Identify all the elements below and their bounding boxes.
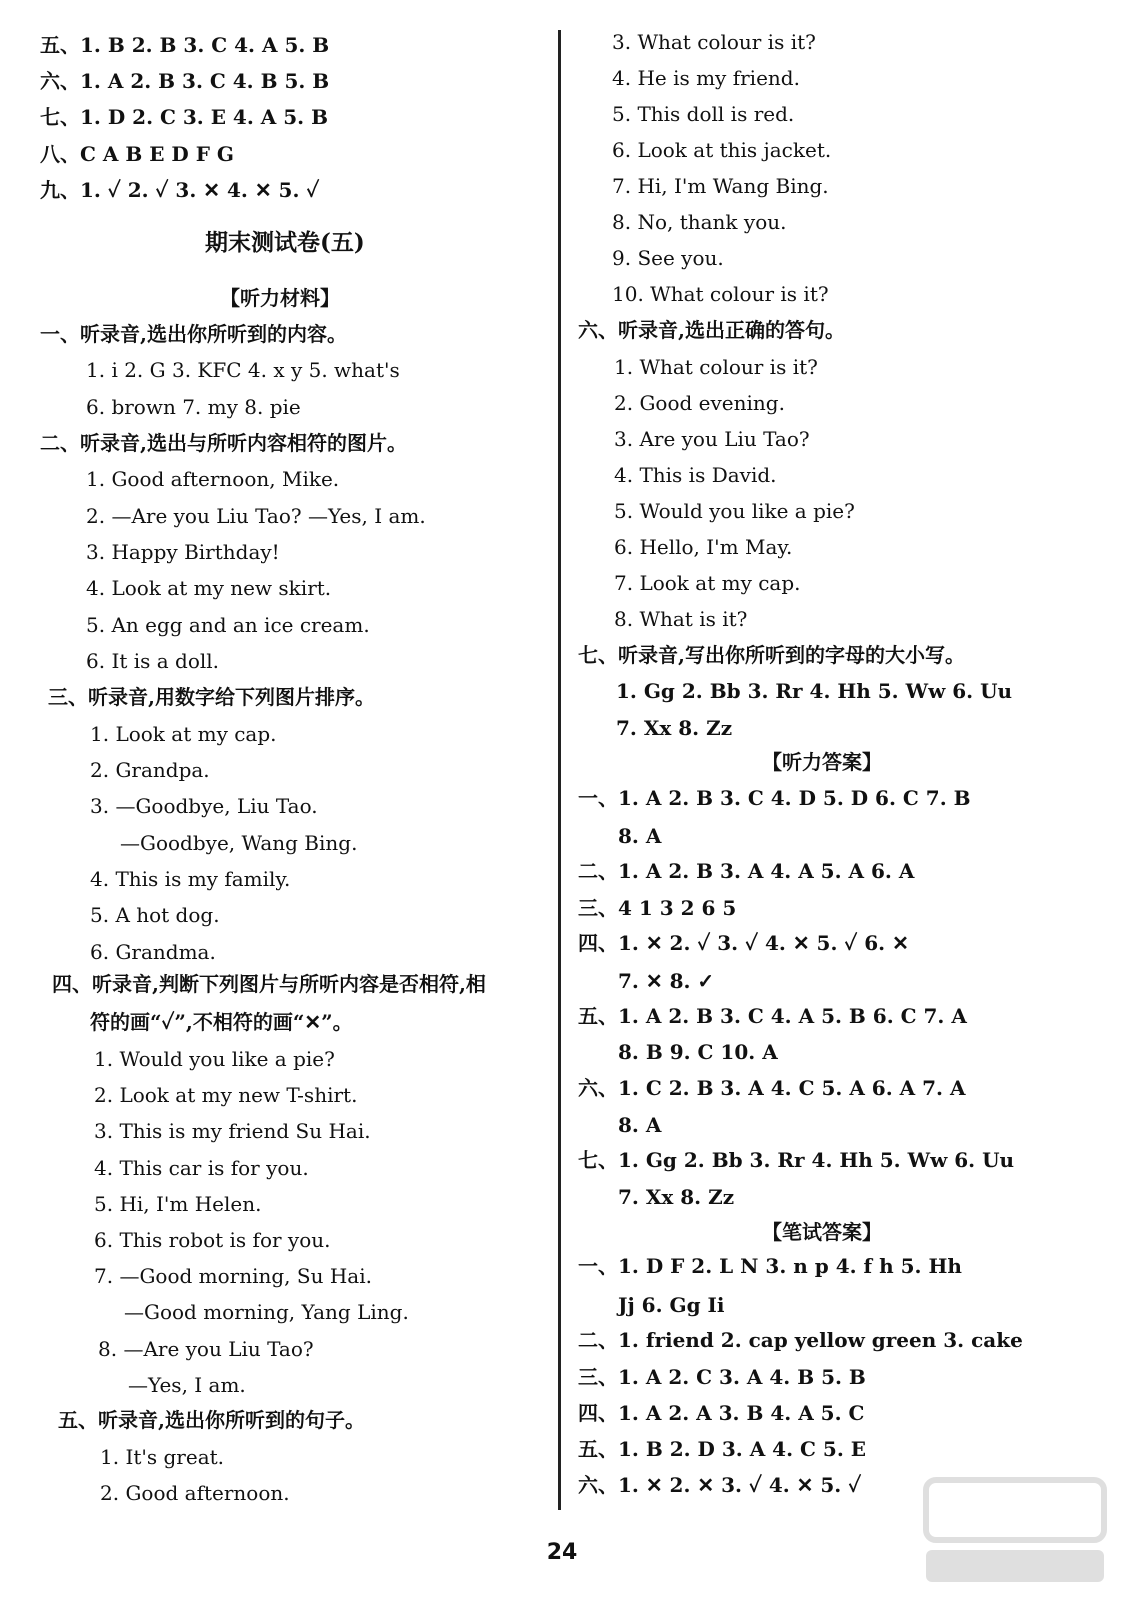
list-item: 5. Would you like a pie? — [614, 499, 855, 523]
list-item: 4. This is David. — [614, 463, 777, 487]
question-heading: 四、听录音,判断下列图片与所听内容是否相符,相 — [52, 972, 486, 996]
list-item: 4. This is my family. — [90, 867, 291, 891]
answer-row: 8. B 9. C 10. A — [618, 1040, 778, 1064]
answer-row: 7. ✕ 8. ✓ — [618, 969, 715, 993]
question-heading: 七、听录音,写出你所听到的字母的大小写。 — [578, 643, 965, 667]
list-item: 6. brown 7. my 8. pie — [86, 395, 301, 419]
question-heading: 二、听录音,选出与所听内容相符的图片。 — [40, 431, 407, 455]
answer-row: 七、1. D 2. C 3. E 4. A 5. B — [40, 105, 328, 129]
list-item: 3. Happy Birthday! — [86, 540, 280, 564]
list-item: 2. Good afternoon. — [100, 1481, 290, 1505]
list-item: —Goodbye, Wang Bing. — [120, 831, 358, 855]
answer-row: 二、1. friend 2. cap yellow green 3. cake — [578, 1328, 1023, 1352]
answer-row: 三、1. A 2. C 3. A 4. B 5. B — [578, 1365, 866, 1389]
list-item: 8. What is it? — [614, 607, 748, 631]
list-item: 8. —Are you Liu Tao? — [98, 1337, 314, 1361]
list-item: 6. Look at this jacket. — [612, 138, 832, 162]
list-item: 2. —Are you Liu Tao? —Yes, I am. — [86, 504, 426, 528]
list-item: 1. i 2. G 3. KFC 4. x y 5. what's — [86, 358, 400, 382]
section-title: 期末测试卷(五) — [205, 229, 365, 256]
list-item: 1. Would you like a pie? — [94, 1047, 335, 1071]
list-item: 4. He is my friend. — [612, 66, 800, 90]
list-item: 3. Are you Liu Tao? — [614, 427, 810, 451]
list-item: 5. Hi, I'm Helen. — [94, 1192, 262, 1216]
answer-row: Jj 6. Gg Ii — [618, 1293, 725, 1317]
question-heading: 六、听录音,选出正确的答句。 — [578, 318, 845, 342]
list-item: 10. What colour is it? — [612, 282, 829, 306]
answer-row: 三、4 1 3 2 6 5 — [578, 896, 737, 920]
answer-row: 六、1. ✕ 2. ✕ 3. ✓ 4. ✕ 5. ✓ — [578, 1473, 862, 1497]
answer-row: 8. A — [618, 824, 662, 848]
answer-row: 五、1. B 2. D 3. A 4. C 5. E — [578, 1437, 866, 1461]
list-item: 6. Hello, I'm May. — [614, 535, 793, 559]
list-item: 6. This robot is for you. — [94, 1228, 331, 1252]
answer-row: 四、1. ✕ 2. ✓ 3. ✓ 4. ✕ 5. ✓ 6. ✕ — [578, 931, 909, 955]
list-item: 5. This doll is red. — [612, 102, 795, 126]
answer-row: 8. A — [618, 1113, 662, 1137]
subsection-heading: 【笔试答案】 — [762, 1220, 882, 1244]
list-item: 4. This car is for you. — [94, 1156, 309, 1180]
column-divider — [558, 30, 561, 1510]
list-item: 1. What colour is it? — [614, 355, 818, 379]
list-item: 5. An egg and an ice cream. — [86, 613, 370, 637]
list-item: 5. A hot dog. — [90, 903, 220, 927]
list-item: 9. See you. — [612, 246, 724, 270]
list-item: 7. —Good morning, Su Hai. — [94, 1264, 372, 1288]
list-item: 3. This is my friend Su Hai. — [94, 1119, 371, 1143]
list-item: 4. Look at my new skirt. — [86, 576, 332, 600]
answer-row: 四、1. A 2. A 3. B 4. A 5. C — [578, 1401, 865, 1425]
subsection-heading: 【听力答案】 — [762, 750, 882, 774]
question-heading: 三、听录音,用数字给下列图片排序。 — [48, 685, 375, 709]
list-item: 2. Good evening. — [614, 391, 785, 415]
question-heading: 一、听录音,选出你所听到的内容。 — [40, 322, 347, 346]
list-item: 8. No, thank you. — [612, 210, 787, 234]
answer-row: 五、1. B 2. B 3. C 4. A 5. B — [40, 33, 330, 57]
answer-row: 7. Xx 8. Zz — [616, 716, 733, 740]
answer-row: 五、1. A 2. B 3. C 4. A 5. B 6. C 7. A — [578, 1004, 967, 1028]
answer-row: 1. Gg 2. Bb 3. Rr 4. Hh 5. Ww 6. Uu — [616, 679, 1013, 703]
answer-row: 二、1. A 2. B 3. A 4. A 5. A 6. A — [578, 859, 915, 883]
list-item: 2. Grandpa. — [90, 758, 210, 782]
list-item: 7. Look at my cap. — [614, 571, 801, 595]
list-item: 1. Look at my cap. — [90, 722, 277, 746]
answer-row: 七、1. Gg 2. Bb 3. Rr 4. Hh 5. Ww 6. Uu — [578, 1148, 1015, 1172]
list-item: 7. Hi, I'm Wang Bing. — [612, 174, 829, 198]
answer-row: 九、1. ✓ 2. ✓ 3. ✕ 4. ✕ 5. ✓ — [40, 178, 320, 202]
watermark-logo — [920, 1470, 1110, 1590]
question-heading: 五、听录音,选出你所听到的句子。 — [58, 1408, 365, 1432]
page-number: 24 — [546, 1540, 578, 1565]
list-item: —Yes, I am. — [128, 1373, 246, 1397]
answer-row: 一、1. A 2. B 3. C 4. D 5. D 6. C 7. B — [578, 786, 971, 810]
list-item: 6. It is a doll. — [86, 649, 220, 673]
list-item: 3. What colour is it? — [612, 30, 816, 54]
answer-row: 7. Xx 8. Zz — [618, 1185, 735, 1209]
subsection-heading: 【听力材料】 — [220, 286, 340, 310]
list-item: 1. Good afternoon, Mike. — [86, 467, 340, 491]
question-heading-cont: 符的画“✓”,不相符的画“✕”。 — [90, 1010, 353, 1034]
answer-row: 八、C A B E D F G — [40, 142, 234, 166]
answer-row: 一、1. D F 2. L N 3. n p 4. f h 5. Hh — [578, 1254, 962, 1278]
answer-row: 六、1. A 2. B 3. C 4. B 5. B — [40, 69, 330, 93]
list-item: 2. Look at my new T-shirt. — [94, 1083, 358, 1107]
list-item: —Good morning, Yang Ling. — [124, 1300, 409, 1324]
list-item: 1. It's great. — [100, 1445, 225, 1469]
answer-row: 六、1. C 2. B 3. A 4. C 5. A 6. A 7. A — [578, 1076, 966, 1100]
list-item: 3. —Goodbye, Liu Tao. — [90, 794, 318, 818]
list-item: 6. Grandma. — [90, 940, 216, 964]
